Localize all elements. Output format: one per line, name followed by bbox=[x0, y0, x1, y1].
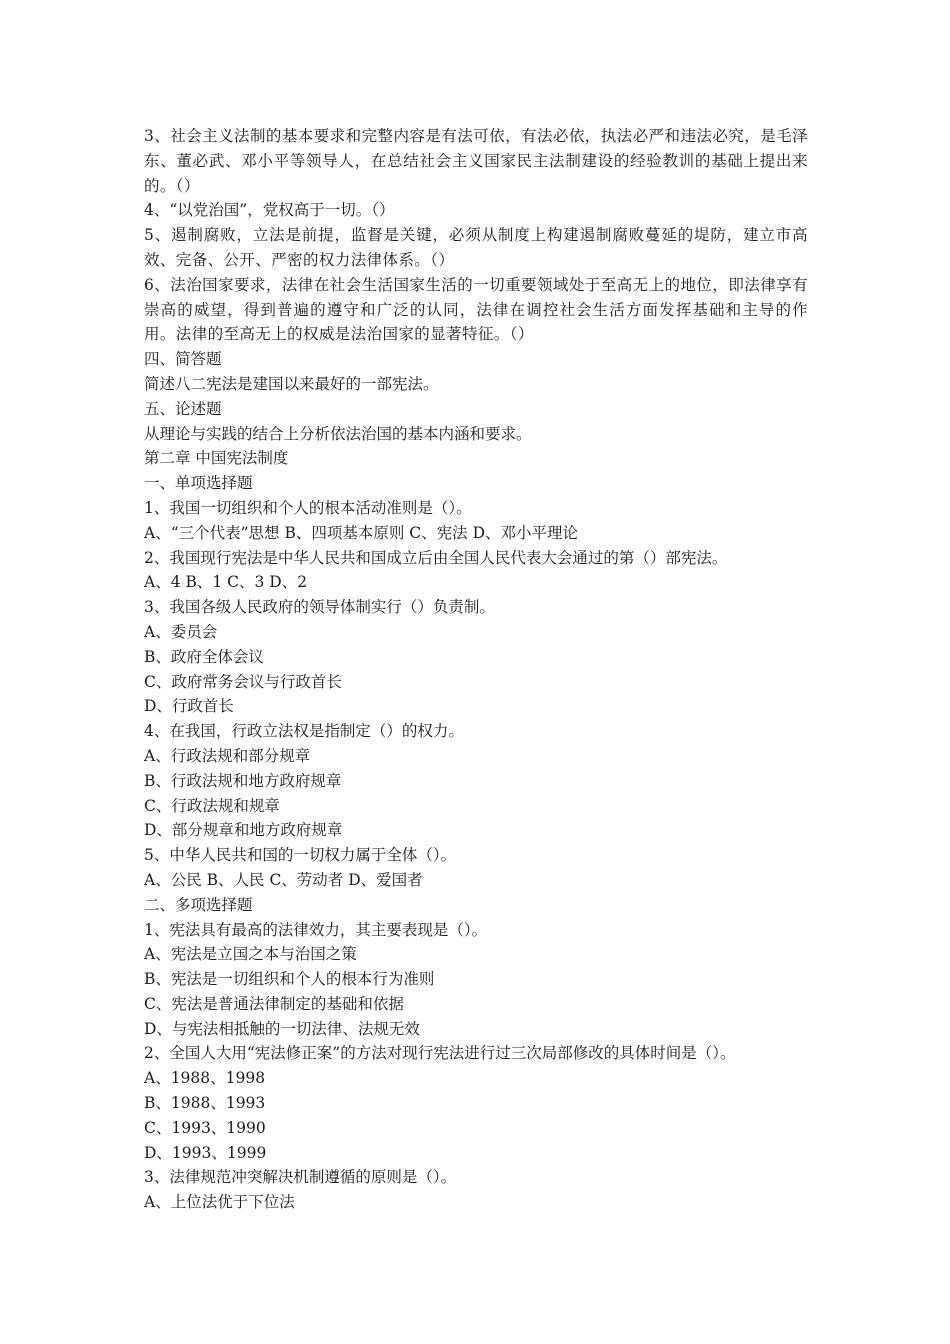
single-choice-question-4: 4、在我国，行政立法权是指制定（）的权力。 bbox=[144, 722, 464, 741]
section-heading-essay: 五、论述题 bbox=[144, 399, 222, 418]
multiple-choice-option-1c: C、宪法是普通法律制定的基础和依据 bbox=[144, 994, 404, 1013]
multiple-choice-option-2d: D、1993、1999 bbox=[144, 1143, 267, 1162]
multiple-choice-question-3: 3、法律规范冲突解决机制遵循的原则是（）。 bbox=[144, 1168, 457, 1187]
essay-question: 从理论与实践的结合上分析依法治国的基本内涵和要求。 bbox=[144, 424, 532, 443]
single-choice-option-4d: D、部分规章和地方政府规章 bbox=[144, 821, 343, 840]
single-choice-option-4a: A、行政法规和部分规章 bbox=[144, 746, 311, 765]
single-choice-options-2: A、4 B、1 C、3 D、2 bbox=[144, 573, 308, 592]
single-choice-option-4b: B、行政法规和地方政府规章 bbox=[144, 771, 342, 790]
single-choice-question-2: 2、我国现行宪法是中华人民共和国成立后由全国人民代表大会通过的第（）部宪法。 bbox=[144, 548, 728, 567]
section-heading-short-answer: 四、简答题 bbox=[144, 350, 222, 369]
single-choice-option-3c: C、政府常务会议与行政首长 bbox=[144, 672, 342, 691]
multiple-choice-option-2c: C、1993、1990 bbox=[144, 1118, 266, 1137]
question-true-false-4: 4、“以党治国”，党权高于一切。（） bbox=[144, 201, 395, 220]
question-true-false-3: 3、社会主义法制的基本要求和完整内容是有法可依，有法必依，执法必严和违法必究，是毛泽东、董必武、邓小平等领导人，在总结社会主义国家民主法制建设的经验教训的基础上提出来的。（） bbox=[144, 127, 808, 195]
chapter-title: 第二章 中国宪法制度 bbox=[144, 449, 289, 468]
single-choice-question-1: 1、我国一切组织和个人的根本活动准则是（）。 bbox=[144, 498, 472, 517]
multiple-choice-option-1b: B、宪法是一切组织和个人的根本行为准则 bbox=[144, 970, 435, 989]
multiple-choice-option-3a: A、上位法优于下位法 bbox=[144, 1193, 295, 1212]
section-heading-multiple-choice: 二、多项选择题 bbox=[144, 895, 253, 914]
short-answer-question: 简述八二宪法是建国以来最好的一部宪法。 bbox=[144, 374, 439, 393]
multiple-choice-question-1: 1、宪法具有最高的法律效力，其主要表现是（）。 bbox=[144, 920, 488, 939]
single-choice-options-1: A、“三个代表”思想 B、四项基本原则 C、宪法 D、邓小平理论 bbox=[144, 523, 579, 542]
question-true-false-5: 5、遏制腐败，立法是前提，监督是关键，必须从制度上构建遏制腐败蔓延的堤防，建立市高效、完备、公开、严密的权力法律体系。（） bbox=[144, 226, 808, 269]
multiple-choice-option-1a: A、宪法是立国之本与治国之策 bbox=[144, 945, 357, 964]
single-choice-option-3a: A、委员会 bbox=[144, 622, 218, 641]
multiple-choice-question-2: 2、全国人大用“宪法修正案”的方法对现行宪法进行过三次局部修改的具体时间是（）。 bbox=[144, 1044, 736, 1063]
single-choice-option-3d: D、行政首长 bbox=[144, 697, 234, 716]
multiple-choice-option-2a: A、1988、1998 bbox=[144, 1069, 266, 1088]
single-choice-option-3b: B、政府全体会议 bbox=[144, 647, 264, 666]
multiple-choice-option-2b: B、1988、1993 bbox=[144, 1094, 266, 1113]
single-choice-option-4c: C、行政法规和规章 bbox=[144, 796, 280, 815]
single-choice-question-3: 3、我国各级人民政府的领导体制实行（）负责制。 bbox=[144, 598, 495, 617]
section-heading-single-choice: 一、单项选择题 bbox=[144, 474, 253, 493]
document-body bbox=[144, 124, 808, 1215]
multiple-choice-option-1d: D、与宪法相抵触的一切法律、法规无效 bbox=[144, 1019, 420, 1038]
single-choice-options-5: A、公民 B、人民 C、劳动者 D、爱国者 bbox=[144, 870, 423, 889]
question-true-false-6: 6、法治国家要求，法律在社会生活国家生活的一切重要领域处于至高无上的地位，即法律享有崇高的威望，得到普遍的遵守和广泛的认同，法律在调控社会生活方面发挥基础和主导的作用。法律的至高无上的权威是法治国家的显著特征。（） bbox=[144, 275, 808, 344]
single-choice-question-5: 5、中华人民共和国的一切权力属于全体（）。 bbox=[144, 846, 457, 865]
